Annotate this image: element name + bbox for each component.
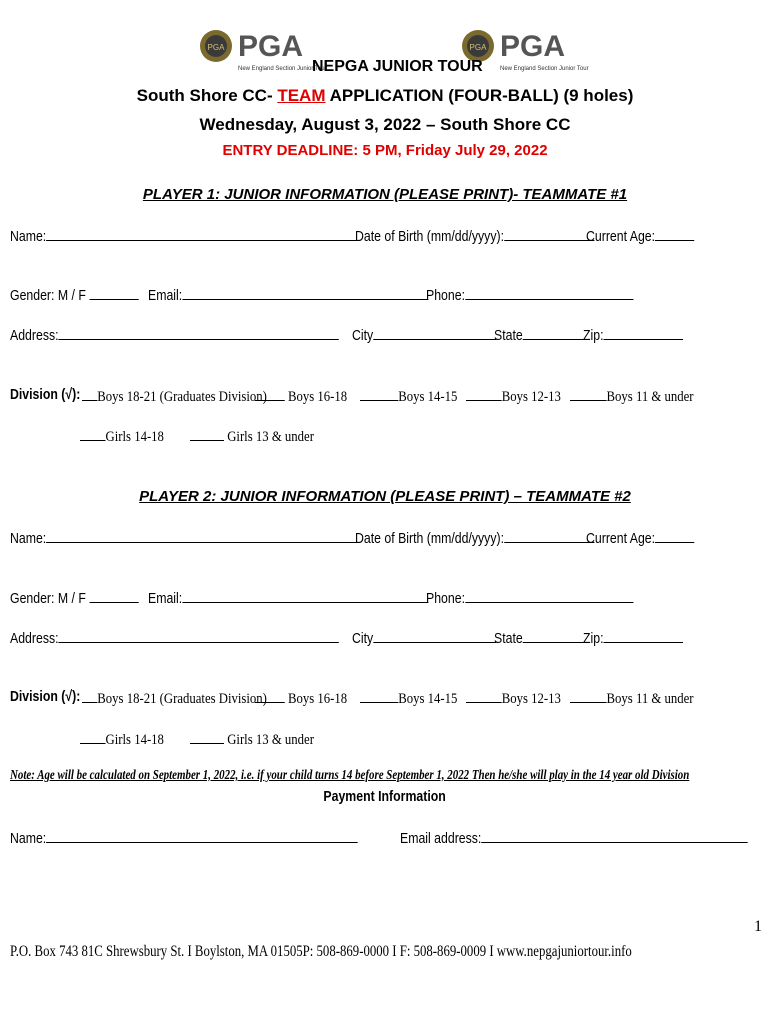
p2-dob-row: Date of Birth (mm/dd/yyyy): — [355, 528, 594, 547]
p2-gender-field[interactable] — [89, 588, 138, 603]
payment-name-field[interactable] — [46, 828, 358, 843]
p2-state-field[interactable] — [523, 628, 585, 643]
p2-email-field[interactable] — [182, 588, 428, 603]
team-word: TEAM — [277, 86, 326, 105]
p1-address-row: Address: — [10, 325, 339, 344]
p1-girls13[interactable]: Girls 13 & under — [190, 426, 314, 446]
age-note: Note: Age will be calculated on September 1, 2022, i.e. if your child turns 14 before September 1, 2022 Then he/she will play in the 14 year old Division — [10, 768, 690, 783]
p2-state-row: State — [494, 628, 584, 647]
svg-text:New England Section Junior Tou: New England Section Junior Tour — [500, 66, 589, 72]
p1-age-row: Current Age: — [586, 226, 694, 245]
p2-girls13[interactable]: Girls 13 & under — [190, 729, 314, 749]
svg-text:PGA: PGA — [500, 30, 566, 63]
p1-name-field[interactable] — [46, 226, 358, 241]
svg-text:New England Section Junior Tou: New England Section Junior Tour — [238, 66, 327, 72]
p2-zip-row: Zip: — [583, 628, 683, 647]
p2-phone-field[interactable] — [465, 588, 633, 603]
p1-address-field[interactable] — [59, 325, 339, 340]
p1-boys1415[interactable]: Boys 14-15 — [360, 386, 457, 406]
p1-state-row: State — [494, 325, 584, 344]
svg-text:PGA: PGA — [469, 43, 487, 52]
payment-email-row: Email address: — [400, 828, 748, 847]
p2-name-row: Name: — [10, 528, 358, 547]
player1-title: PLAYER 1: JUNIOR INFORMATION (PLEASE PRINT)- TEAMMATE #1 — [142, 186, 628, 203]
p2-phone-row: Phone: — [426, 588, 633, 607]
svg-text:PGA: PGA — [238, 30, 304, 63]
page-number: 1 — [754, 918, 762, 935]
p1-age-field[interactable] — [655, 226, 694, 241]
p1-boys11[interactable]: Boys 11 & under — [570, 386, 694, 406]
p2-address-field[interactable] — [59, 628, 339, 643]
p2-boys1415[interactable]: Boys 14-15 — [360, 688, 457, 708]
p2-email-row: Email: — [148, 588, 428, 607]
p1-email-row: Email: — [148, 285, 428, 304]
p1-name-row: Name: — [10, 226, 358, 245]
player2-title: PLAYER 2: JUNIOR INFORMATION (PLEASE PRINT) – TEAMMATE #2 — [139, 488, 631, 505]
p2-girls1418[interactable]: Girls 14-18 — [80, 729, 164, 749]
p1-zip-row: Zip: — [583, 325, 683, 344]
application-title: South Shore CC- TEAM APPLICATION (FOUR-BALL) (9 holes) — [136, 86, 634, 105]
p1-gender-field[interactable] — [89, 285, 138, 300]
p2-address-row: Address: — [10, 628, 339, 647]
p1-email-field[interactable] — [182, 285, 428, 300]
p2-age-row: Current Age: — [586, 528, 694, 547]
payment-name-row: Name: — [10, 828, 358, 847]
payment-title: Payment Information — [323, 788, 447, 805]
p2-boys1821[interactable]: Boys 18-21 (Graduates Division) — [82, 688, 267, 708]
event-date: Wednesday, August 3, 2022 – South Shore CC — [199, 115, 571, 134]
p1-city-row: City — [352, 325, 496, 344]
tour-title: NEPGA JUNIOR TOUR — [312, 58, 483, 75]
p2-boys1213[interactable]: Boys 12-13 — [466, 688, 561, 708]
p1-phone-field[interactable] — [465, 285, 633, 300]
p2-city-row: City — [352, 628, 496, 647]
p1-gender-row: Gender: M / F — [10, 285, 138, 304]
entry-deadline: ENTRY DEADLINE: 5 PM, Friday July 29, 2022 — [222, 142, 548, 159]
p1-boys1618[interactable]: Boys 16-18 — [255, 386, 347, 406]
p1-zip-field[interactable] — [604, 325, 684, 340]
p1-girls1418[interactable]: Girls 14-18 — [80, 426, 164, 446]
p2-division-label: Division (√): — [10, 688, 81, 705]
p2-gender-row: Gender: M / F — [10, 588, 138, 607]
p2-dob-field[interactable] — [504, 528, 594, 543]
p2-boys1618[interactable]: Boys 16-18 — [255, 688, 347, 708]
p2-boys11[interactable]: Boys 11 & under — [570, 688, 694, 708]
p2-city-field[interactable] — [373, 628, 496, 643]
p1-dob-field[interactable] — [504, 226, 594, 241]
p1-dob-row: Date of Birth (mm/dd/yyyy): — [355, 226, 594, 245]
p1-boys1821[interactable]: Boys 18-21 (Graduates Division) — [82, 386, 267, 406]
p1-city-field[interactable] — [373, 325, 496, 340]
svg-text:PGA: PGA — [207, 43, 225, 52]
p2-age-field[interactable] — [655, 528, 694, 543]
p2-name-field[interactable] — [46, 528, 358, 543]
p1-state-field[interactable] — [523, 325, 585, 340]
payment-email-field[interactable] — [481, 828, 748, 843]
p1-division-label: Division (√): — [10, 386, 81, 403]
footer-address: P.O. Box 743 81C Shrewsbury St. I Boylston, MA 01505P: 508-869-0000 I F: 508-869-0009 I www.nepgajuniortour.info — [10, 943, 632, 960]
p1-phone-row: Phone: — [426, 285, 633, 304]
p1-boys1213[interactable]: Boys 12-13 — [466, 386, 561, 406]
p2-zip-field[interactable] — [604, 628, 684, 643]
